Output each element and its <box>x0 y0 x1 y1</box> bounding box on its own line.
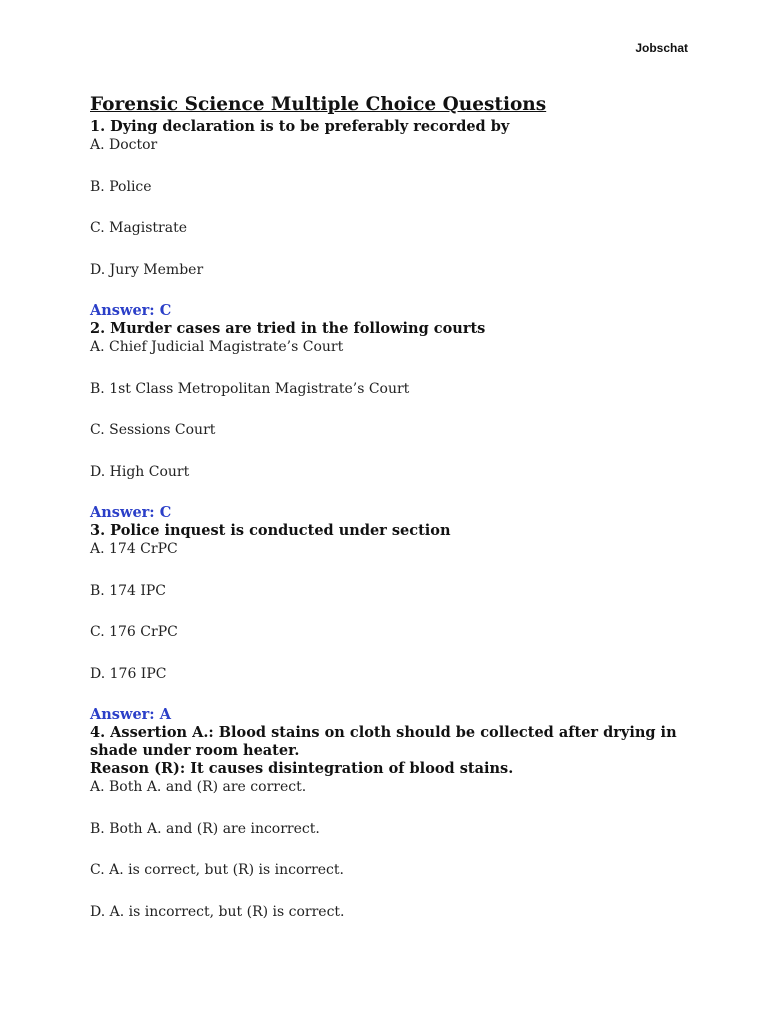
question-3 <box>90 522 690 724</box>
question-text-line: 3. Police inquest is conducted under section <box>90 522 451 539</box>
option-d: D. 176 IPC <box>90 665 167 682</box>
answer-label: Answer: C <box>90 302 172 319</box>
question-text <box>90 118 690 136</box>
question-text-line: shade under room heater. <box>90 742 300 759</box>
question-text-line: 4. Assertion A.: Blood stains on cloth should be collected after drying in <box>90 724 677 741</box>
option-c: C. Sessions Court <box>90 422 216 438</box>
option-b: B. 1st Class Metropolitan Magistrate’s Court <box>90 380 410 397</box>
question-text-line: 1. Dying declaration is to be preferably recorded by <box>90 118 510 135</box>
answer-label: Answer: C <box>90 504 172 521</box>
question-text-line: Reason (R): It causes disintegration of blood stains. <box>90 760 514 777</box>
question-4 <box>90 724 690 944</box>
option-a: A. Doctor <box>90 137 158 153</box>
document-body <box>90 92 690 944</box>
option-c: C. 176 CrPC <box>90 624 178 640</box>
question-text <box>90 522 690 540</box>
question-text <box>90 320 690 338</box>
option-b: B. 174 IPC <box>90 582 167 599</box>
option-d: D. A. is incorrect, but (R) is correct. <box>90 903 345 920</box>
option-a: A. 174 CrPC <box>90 541 178 557</box>
option-c: C. A. is correct, but (R) is incorrect. <box>90 862 344 878</box>
option-c: C. Magistrate <box>90 220 187 236</box>
document-title: Forensic Science Multiple Choice Questions <box>90 94 547 115</box>
option-a: A. Chief Judicial Magistrate’s Court <box>90 339 344 355</box>
answer-label: Answer: A <box>90 706 171 723</box>
question-2 <box>90 320 690 522</box>
question-text-line: 2. Murder cases are tried in the following courts <box>90 320 486 337</box>
question-1 <box>90 118 690 320</box>
question-text <box>90 724 690 778</box>
option-a: A. Both A. and (R) are correct. <box>90 779 307 795</box>
option-b: B. Both A. and (R) are incorrect. <box>90 820 320 837</box>
option-d: D. Jury Member <box>90 261 204 278</box>
option-b: B. Police <box>90 178 152 195</box>
option-d: D. High Court <box>90 463 190 480</box>
brand-label: Jobschat <box>635 41 688 55</box>
